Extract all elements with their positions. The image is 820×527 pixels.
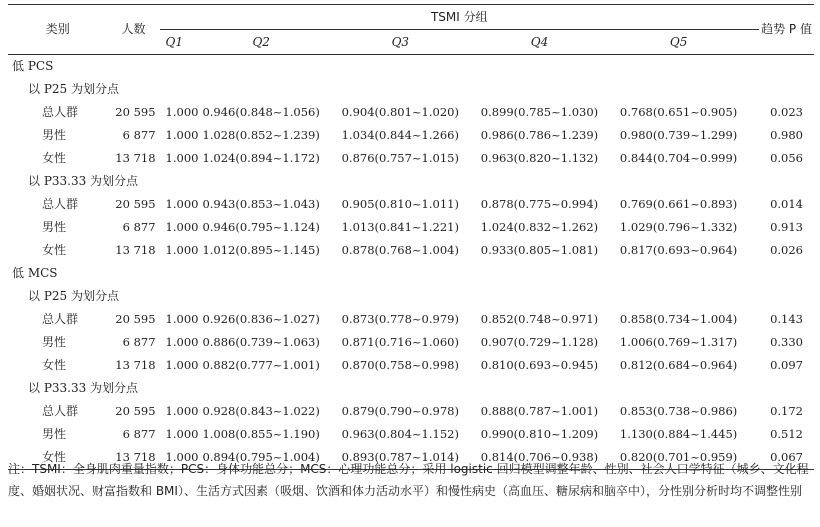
q3-cell: 0.879(0.790~0.978) bbox=[341, 404, 459, 418]
q2-cell: 1.008(0.855~1.190) bbox=[202, 427, 320, 441]
header-trend-p: 趋势 P 值 bbox=[761, 22, 812, 36]
q3-cell: 0.878(0.768~1.004) bbox=[341, 243, 459, 257]
population-label: 女性 bbox=[42, 358, 67, 372]
q3-cell: 0.904(0.801~1.020) bbox=[341, 105, 459, 119]
trend-p-cell: 0.014 bbox=[770, 197, 803, 211]
q5-cell: 0.812(0.684~0.964) bbox=[619, 358, 738, 372]
cutoff-group-row bbox=[8, 78, 814, 101]
q4-cell: 0.990(0.810~1.209) bbox=[480, 427, 599, 441]
q2-cell: 0.943(0.853~1.043) bbox=[202, 197, 320, 211]
trend-p-cell: 0.026 bbox=[770, 243, 803, 257]
q4-cell: 0.888(0.787~1.001) bbox=[480, 404, 599, 418]
population-label: 总人群 bbox=[42, 105, 79, 119]
q2-cell: 0.946(0.848~1.056) bbox=[202, 105, 320, 119]
q2-cell: 0.882(0.777~1.001) bbox=[202, 358, 320, 372]
trend-p-cell: 0.023 bbox=[770, 105, 803, 119]
header-q3: Q3 bbox=[391, 34, 410, 49]
population-label: 总人群 bbox=[42, 197, 79, 211]
count-cell: 6 877 bbox=[122, 335, 156, 349]
table-body bbox=[8, 55, 814, 470]
table-row bbox=[8, 423, 814, 446]
q4-cell: 1.024(0.832~1.262) bbox=[480, 220, 599, 234]
trend-p-cell: 0.512 bbox=[770, 427, 803, 441]
cutoff-group-label: 以 P33.33 为划分点 bbox=[28, 381, 139, 395]
population-label: 总人群 bbox=[42, 312, 79, 326]
count-cell: 6 877 bbox=[122, 128, 156, 142]
q2-cell: 0.894(0.795~1.004) bbox=[202, 450, 320, 464]
q3-cell: 0.905(0.810~1.011) bbox=[341, 197, 459, 211]
population-label: 女性 bbox=[42, 243, 67, 257]
q5-cell: 0.980(0.739~1.299) bbox=[619, 128, 738, 142]
q1-cell: 1.000 bbox=[165, 427, 199, 441]
population-label: 男性 bbox=[42, 427, 67, 441]
q4-cell: 0.899(0.785~1.030) bbox=[480, 105, 599, 119]
q3-cell: 1.034(0.844~1.266) bbox=[341, 128, 459, 142]
trend-p-cell: 0.172 bbox=[770, 404, 803, 418]
q5-cell: 1.029(0.796~1.332) bbox=[619, 220, 738, 234]
q1-cell: 1.000 bbox=[165, 197, 199, 211]
q4-cell: 0.986(0.786~1.239) bbox=[480, 128, 599, 142]
q4-cell: 0.814(0.706~0.938) bbox=[480, 450, 599, 464]
q1-cell: 1.000 bbox=[165, 128, 199, 142]
q1-cell: 1.000 bbox=[165, 358, 199, 372]
q3-cell: 0.876(0.757~1.015) bbox=[341, 151, 459, 165]
q4-cell: 0.907(0.729~1.128) bbox=[480, 335, 599, 349]
q5-cell: 1.130(0.884~1.445) bbox=[619, 427, 738, 441]
q1-cell: 1.000 bbox=[165, 105, 199, 119]
header-q4: Q4 bbox=[530, 34, 549, 49]
q3-cell: 1.013(0.841~1.221) bbox=[341, 220, 459, 234]
q4-cell: 0.878(0.775~0.994) bbox=[480, 197, 599, 211]
trend-p-cell: 0.143 bbox=[770, 312, 803, 326]
table-row bbox=[8, 147, 814, 170]
table-row bbox=[8, 400, 814, 423]
cutoff-group-row bbox=[8, 377, 814, 400]
table-row bbox=[8, 354, 814, 377]
header-tsmi-group: TSMI 分组 bbox=[160, 5, 760, 30]
table-row bbox=[8, 308, 814, 331]
count-cell: 20 595 bbox=[115, 105, 156, 119]
trend-p-cell: 0.056 bbox=[770, 151, 803, 165]
header-q2: Q2 bbox=[252, 34, 270, 49]
population-label: 女性 bbox=[42, 151, 67, 165]
table-row bbox=[8, 101, 814, 124]
q5-cell: 0.858(0.734~1.004) bbox=[619, 312, 738, 326]
trend-p-cell: 0.913 bbox=[770, 220, 803, 234]
q5-cell: 0.769(0.661~0.893) bbox=[619, 197, 738, 211]
header-q1: Q1 bbox=[165, 34, 184, 49]
q5-cell: 0.768(0.651~0.905) bbox=[619, 105, 738, 119]
q4-cell: 0.963(0.820~1.132) bbox=[480, 151, 599, 165]
q2-cell: 1.028(0.852~1.239) bbox=[202, 128, 320, 142]
section-row bbox=[8, 262, 814, 285]
header-category: 类别 bbox=[45, 22, 70, 36]
q4-cell: 0.852(0.748~0.971) bbox=[480, 312, 599, 326]
q3-cell: 0.963(0.804~1.152) bbox=[341, 427, 459, 441]
q3-cell: 0.871(0.716~1.060) bbox=[341, 335, 459, 349]
q5-cell: 0.820(0.701~0.959) bbox=[619, 450, 738, 464]
header-q5: Q5 bbox=[669, 34, 688, 49]
q2-cell: 1.024(0.894~1.172) bbox=[202, 151, 320, 165]
q4-cell: 0.933(0.805~1.081) bbox=[480, 243, 599, 257]
population-label: 男性 bbox=[42, 128, 67, 142]
q3-cell: 0.873(0.778~0.979) bbox=[341, 312, 459, 326]
count-cell: 20 595 bbox=[115, 404, 156, 418]
table-row bbox=[8, 124, 814, 147]
cutoff-group-label: 以 P25 为划分点 bbox=[28, 82, 119, 96]
table-row bbox=[8, 216, 814, 239]
q5-cell: 0.853(0.738~0.986) bbox=[619, 404, 738, 418]
q3-cell: 0.870(0.758~0.998) bbox=[341, 358, 459, 372]
q1-cell: 1.000 bbox=[165, 243, 199, 257]
header-count: 人数 bbox=[121, 22, 146, 36]
table-row bbox=[8, 331, 814, 354]
q2-cell: 0.928(0.843~1.022) bbox=[202, 404, 320, 418]
q1-cell: 1.000 bbox=[165, 151, 199, 165]
q2-cell: 0.886(0.739~1.063) bbox=[202, 335, 320, 349]
q1-cell: 1.000 bbox=[165, 220, 199, 234]
q2-cell: 0.946(0.795~1.124) bbox=[202, 220, 320, 234]
table-footnote: 注：TSMI：全身肌肉重量指数；PCS：身体功能总分；MCS：心理功能总分；采用 logistic 回归模型调整年龄、性别、社会人口学特征（城乡、文化程度、婚姻状况、财富指数和 BMI）、生活方式因素（吸烟、饮酒和体力活动水平）和慢性病史（高血压、糖尿病和脑卒中），分性别分析时均不调整性别 bbox=[8, 462, 809, 498]
count-cell: 13 718 bbox=[115, 450, 156, 464]
q5-cell: 0.844(0.704~0.999) bbox=[619, 151, 738, 165]
table-row bbox=[8, 193, 814, 216]
cutoff-group-row bbox=[8, 285, 814, 308]
q1-cell: 1.000 bbox=[165, 335, 199, 349]
cutoff-group-label: 以 P25 为划分点 bbox=[28, 289, 119, 303]
q5-cell: 0.817(0.693~0.964) bbox=[619, 243, 738, 257]
q1-cell: 1.000 bbox=[165, 404, 199, 418]
trend-p-cell: 0.980 bbox=[770, 128, 803, 142]
cutoff-group-row bbox=[8, 170, 814, 193]
q1-cell: 1.000 bbox=[165, 312, 199, 326]
q3-cell: 0.893(0.787~1.014) bbox=[341, 450, 459, 464]
trend-p-cell: 0.097 bbox=[770, 358, 803, 372]
q4-cell: 0.810(0.693~0.945) bbox=[480, 358, 599, 372]
section-row bbox=[8, 55, 814, 79]
count-cell: 20 595 bbox=[115, 312, 156, 326]
population-label: 女性 bbox=[42, 450, 67, 464]
count-cell: 20 595 bbox=[115, 197, 156, 211]
table-row bbox=[8, 239, 814, 262]
q1-cell: 1.000 bbox=[165, 450, 199, 464]
cutoff-group-label: 以 P33.33 为划分点 bbox=[28, 174, 139, 188]
q5-cell: 1.006(0.769~1.317) bbox=[619, 335, 738, 349]
q2-cell: 0.926(0.836~1.027) bbox=[202, 312, 320, 326]
population-label: 男性 bbox=[42, 335, 67, 349]
count-cell: 13 718 bbox=[115, 243, 156, 257]
odds-ratio-table bbox=[8, 4, 814, 470]
trend-p-cell: 0.330 bbox=[770, 335, 803, 349]
count-cell: 13 718 bbox=[115, 358, 156, 372]
q2-cell: 1.012(0.895~1.145) bbox=[202, 243, 320, 257]
count-cell: 6 877 bbox=[122, 220, 156, 234]
section-label: 低 MCS bbox=[12, 266, 58, 280]
section-label: 低 PCS bbox=[12, 59, 54, 73]
count-cell: 13 718 bbox=[115, 151, 156, 165]
trend-p-cell: 0.067 bbox=[770, 450, 803, 464]
population-label: 男性 bbox=[42, 220, 67, 234]
count-cell: 6 877 bbox=[122, 427, 156, 441]
population-label: 总人群 bbox=[42, 404, 79, 418]
